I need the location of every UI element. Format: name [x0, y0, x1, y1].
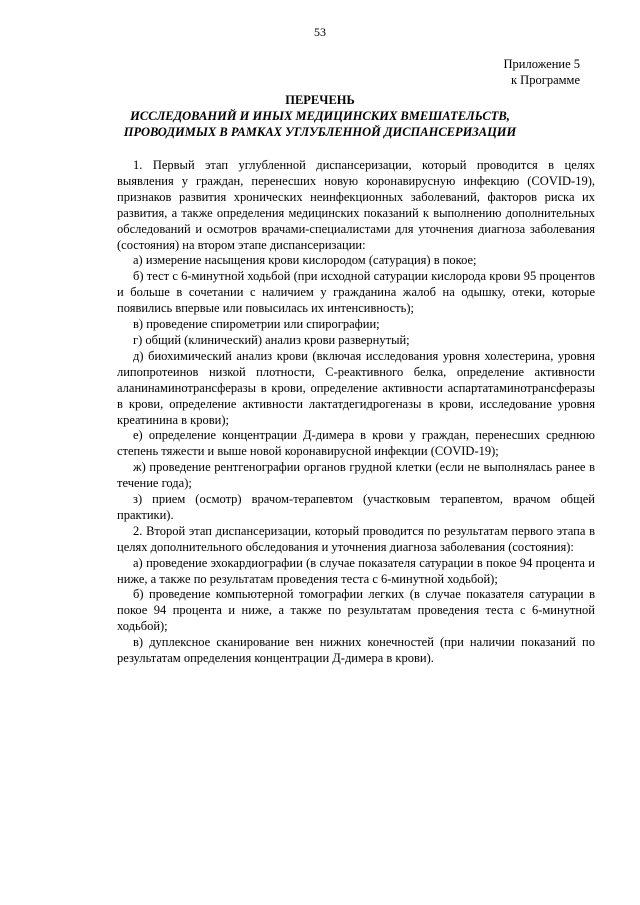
appendix-line-2: к Программе	[510, 73, 580, 87]
list-item: з) прием (осмотр) врачом-терапевтом (участковым терапевтом, врачом общей практики).	[117, 492, 595, 522]
page-number: 53	[314, 25, 326, 39]
list-item: б) проведение компьютерной томографии легких (в случае показателя сатурации в покое 94 процента и ниже, а также по результатам проведения теста с 6-минутной ходьбой);	[117, 587, 595, 634]
document-title	[80, 92, 560, 140]
appendix-line-1: Приложение 5	[503, 57, 580, 71]
list-item: д) биохимический анализ крови (включая исследования уровня холестерина, уровня липопротеинов низкой плотности, С-реактивного белка, определение активности аланинаминотрансферазы в крови, определение активности аспартатаминотрансферазы в крови, определение активности лактатдегидрогеназы в крови, исследование уровня креатинина в крови);	[117, 348, 595, 427]
list-item: в) дуплексное сканирование вен нижних конечностей (при наличии показаний по результатам определения концентрации Д-димера в крови).	[117, 635, 595, 666]
list-item: в) проведение спирометрии или спирографии;	[133, 317, 380, 332]
paragraph-stage-1: 1. Первый этап углубленной диспансеризации, который проводится в целях выявления у граждан, перенесших новую коронавирусную инфекцию (COVID-19), признаков развития хронических неинфекционных заболеваний, факторов риска их развития, а также определения медицинских показаний к выполнению дополнительных обследований и осмотров врачами-специалистами для уточнения диагноза заболевания (состояния) на втором этапе диспансеризации:	[117, 158, 595, 252]
list-item: ж) проведение рентгенографии органов грудной клетки (если не выполнялась ранее в течение года);	[117, 460, 595, 491]
list-item: б) тест с 6-минутной ходьбой (при исходной сатурации кислорода крови 95 процентов и больше в сочетании с наличием у гражданина жалоб на одышку, отеки, которые появились впервые или повысилась их интенсивность);	[117, 269, 595, 316]
title-heading: ПЕРЕЧЕНЬ	[285, 93, 355, 107]
document-body	[117, 158, 595, 667]
paragraph-stage-2: 2. Второй этап диспансеризации, который проводится по результатам первого этапа в целях дополнительного обследования и уточнения диагноза заболевания (состояния):	[117, 523, 595, 554]
appendix-reference	[360, 56, 580, 88]
list-item: а) проведение эхокардиографии (в случае показателя сатурации в покое 94 процента и ниже, а также по результатам проведения теста с 6-минутной ходьбой);	[117, 555, 595, 586]
list-item: е) определение концентрации Д-димера в крови у граждан, перенесших среднюю степень тяжести и выше новой коронавирусной инфекции (COVID-19);	[117, 428, 595, 459]
list-item: а) измерение насыщения крови кислородом (сатурация) в покое;	[133, 253, 477, 268]
title-subheading-2: ПРОВОДИМЫХ В РАМКАХ УГЛУБЛЕННОЙ ДИСПАНСЕРИЗАЦИИ	[123, 125, 517, 139]
title-subheading-1: ИССЛЕДОВАНИЙ И ИНЫХ МЕДИЦИНСКИХ ВМЕШАТЕЛЬСТВ,	[130, 109, 510, 123]
list-item: г) общий (клинический) анализ крови развернутый;	[133, 332, 410, 347]
